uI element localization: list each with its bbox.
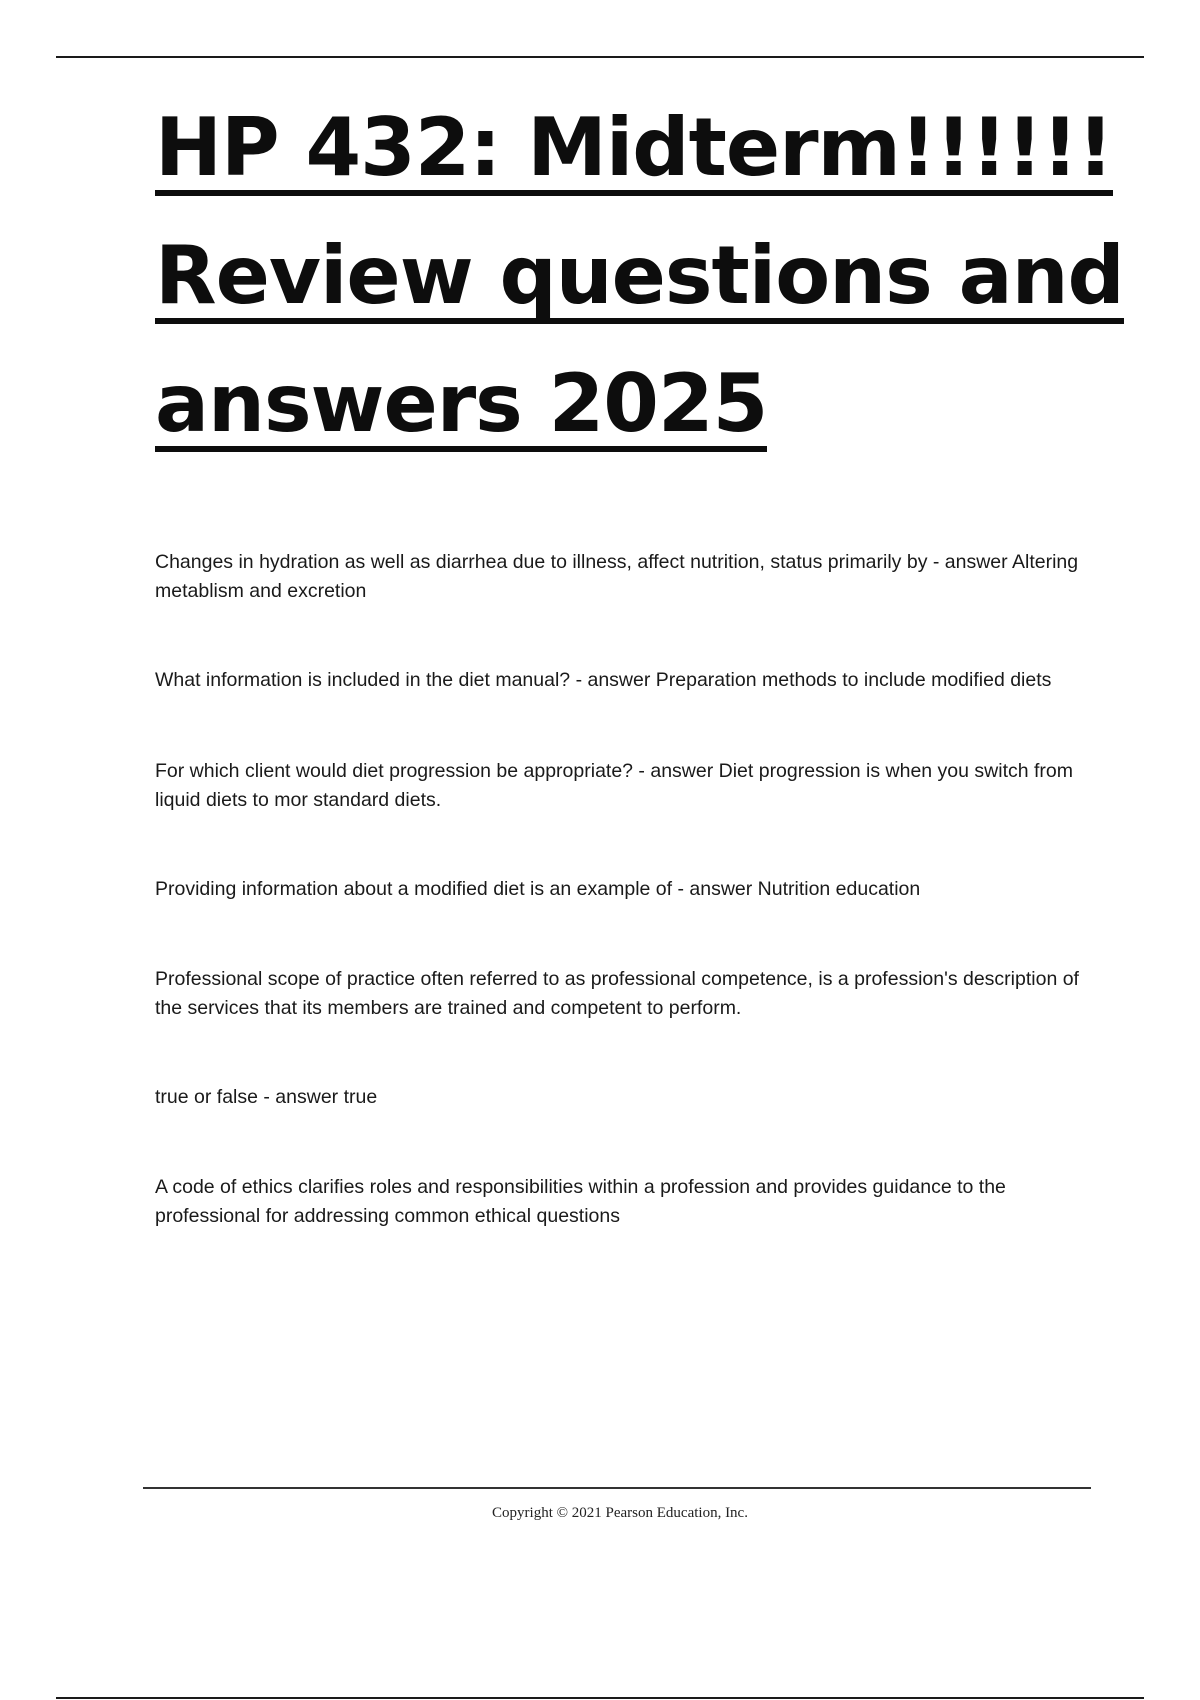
qa-item: A code of ethics clarifies roles and responsibilities within a profession and provides guidance to the professional for addressing common ethical questions xyxy=(155,1176,1006,1227)
qa-list xyxy=(155,548,1095,1231)
footer-rule xyxy=(143,1487,1091,1489)
title-line-2: Review questions and xyxy=(155,229,1124,322)
copyright-footer: Copyright © 2021 Pearson Education, Inc. xyxy=(492,1505,748,1521)
title-line-3: answers 2025 xyxy=(155,357,768,450)
qa-item: Professional scope of practice often referred to as professional competence, is a profession's description of the services that its members are trained and competent to perform. xyxy=(155,968,1079,1019)
title-line-1: HP 432: Midterm!!!!!! xyxy=(155,101,1113,194)
qa-item: Providing information about a modified diet is an example of - answer Nutrition education xyxy=(155,878,921,900)
qa-item: For which client would diet progression be appropriate? - answer Diet progression is when you switch from liquid diets to mor standard diets. xyxy=(155,760,1074,811)
bottom-rule xyxy=(56,1697,1144,1699)
qa-item: true or false - answer true xyxy=(155,1086,378,1108)
document-title xyxy=(155,101,1124,492)
qa-item: What information is included in the diet manual? - answer Preparation methods to include modified diets xyxy=(155,669,1052,691)
top-rule xyxy=(56,56,1144,58)
qa-item: Changes in hydration as well as diarrhea due to illness, affect nutrition, status primarily by - answer Altering metablism and excretion xyxy=(155,551,1079,602)
